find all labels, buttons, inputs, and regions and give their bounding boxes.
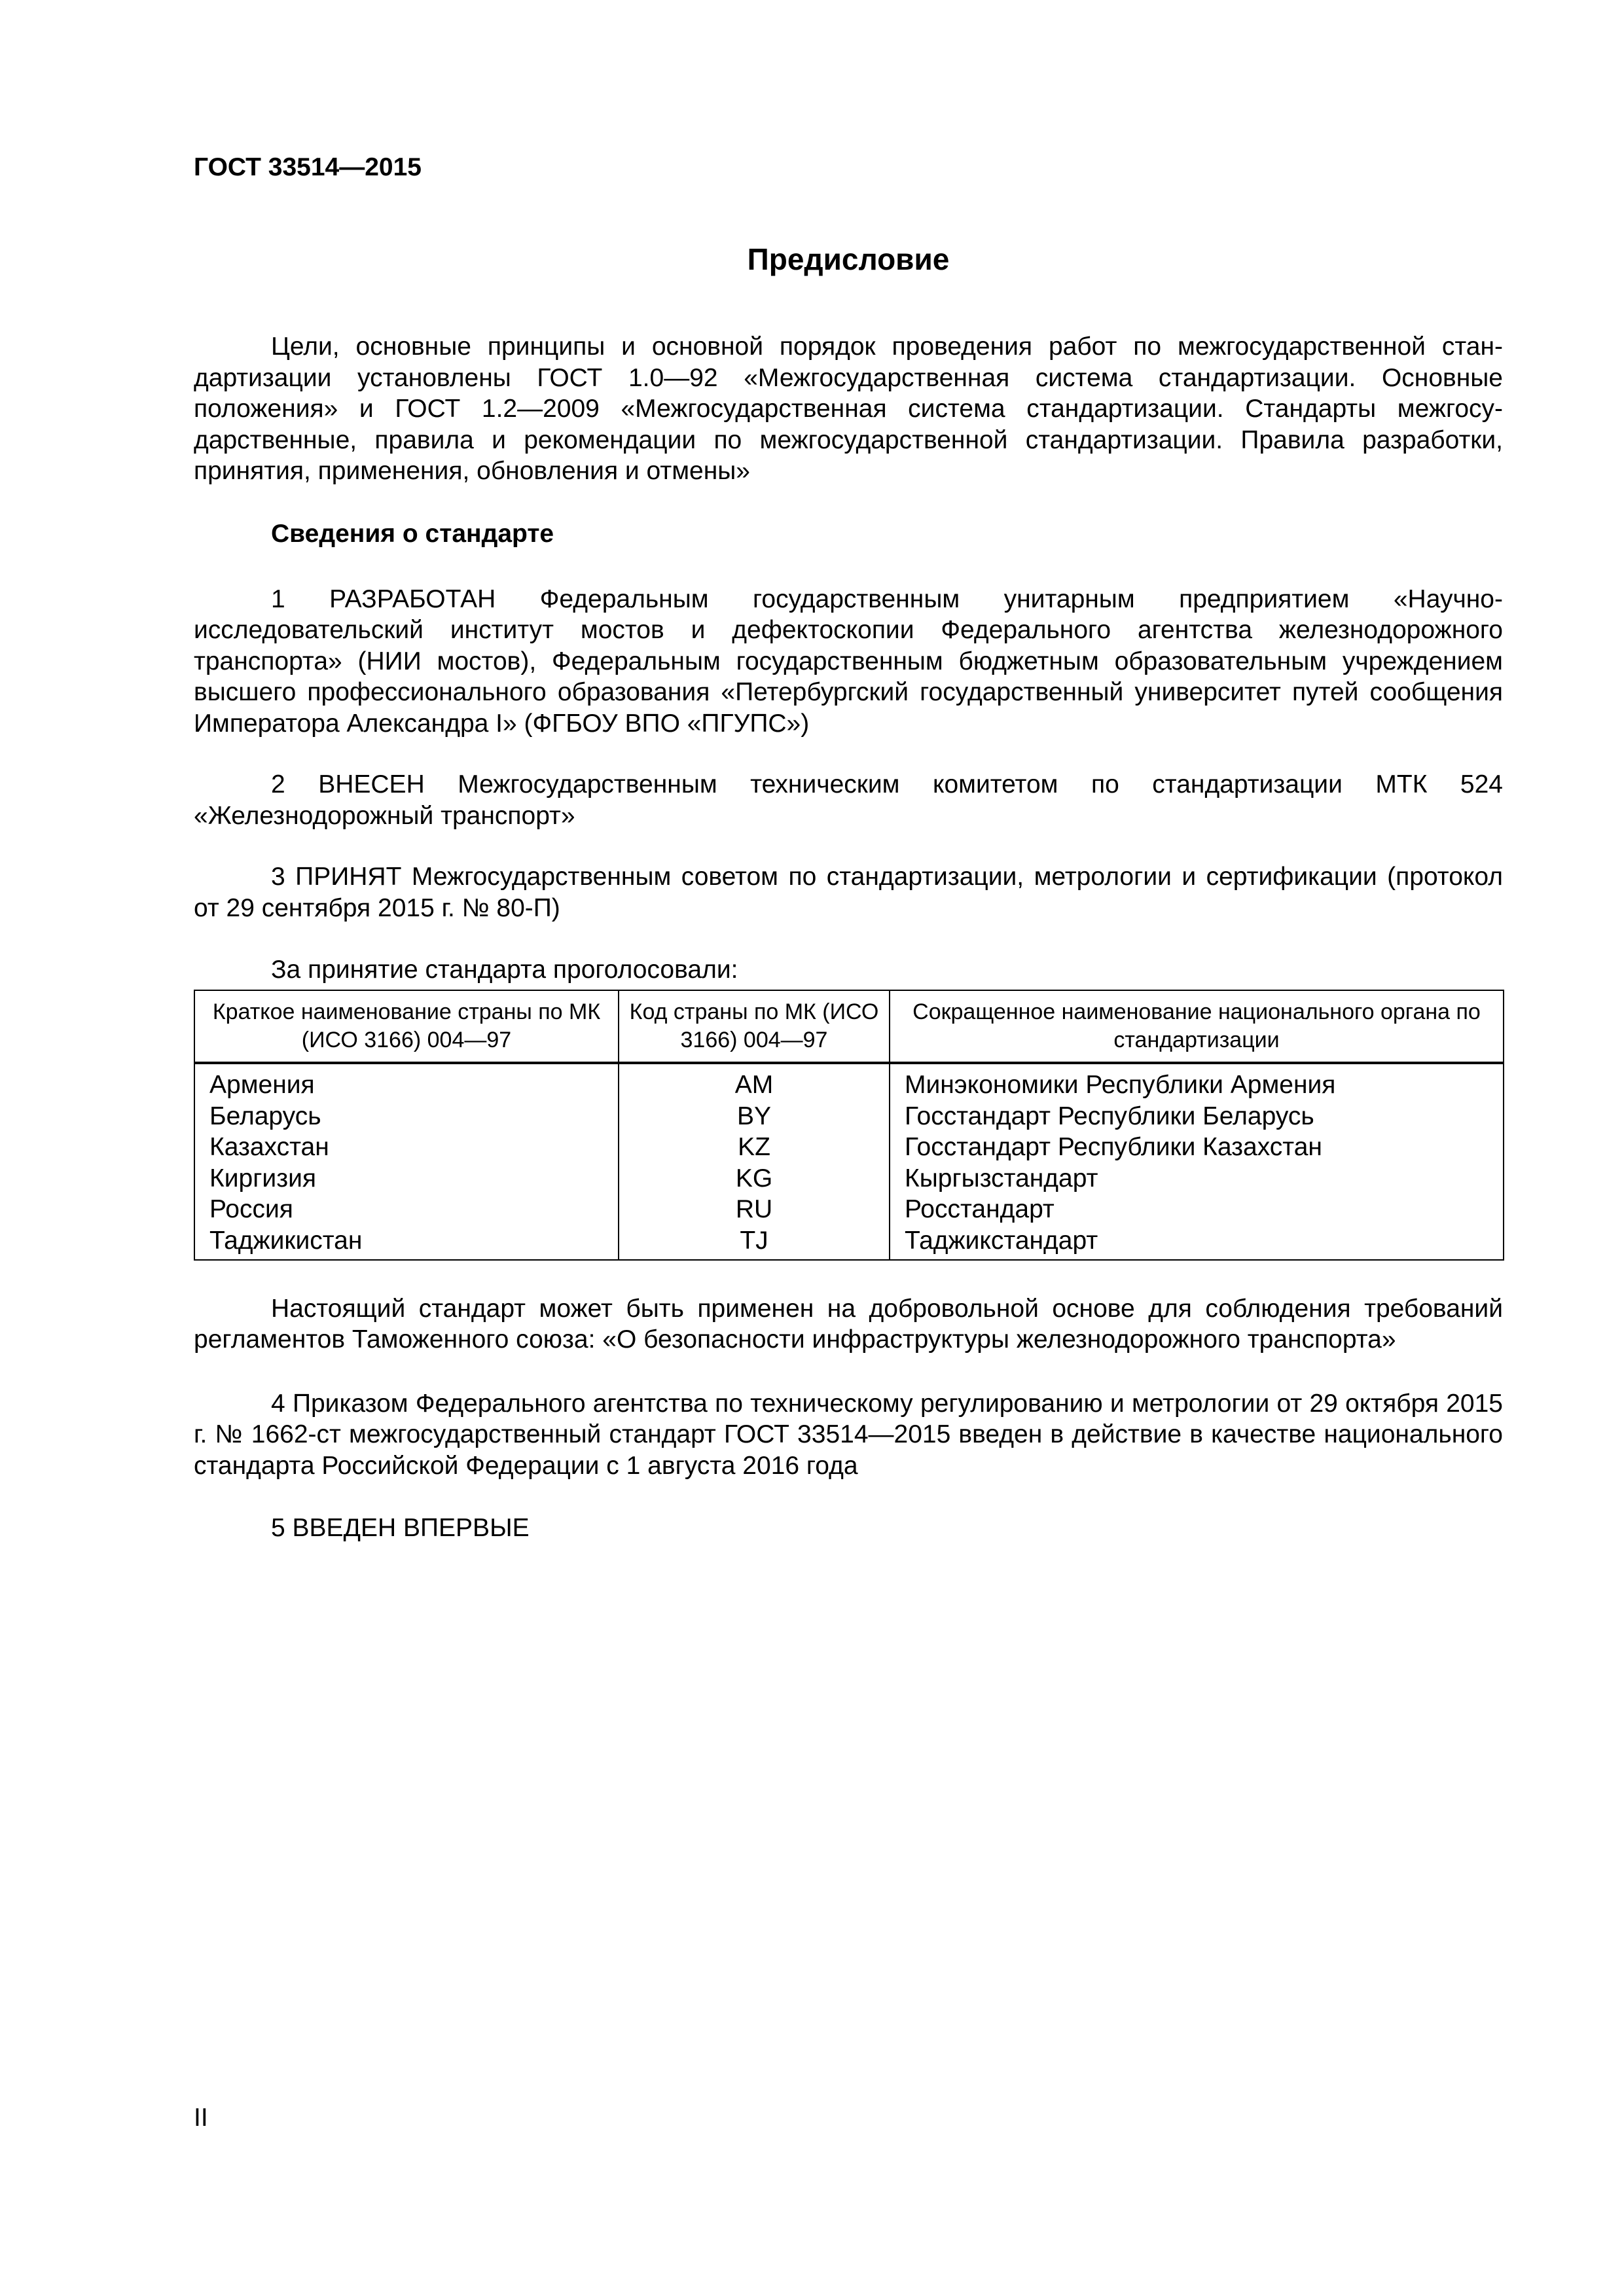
country-cell: Казахстан [194,1132,619,1163]
standards-body-cell: Госстандарт Республики Казахстан [890,1132,1504,1163]
item-3-adopted-by: 3 ПРИНЯТ Межгосударственным советом по стандартизации, метрологии и сертификации (протокол от 29 сентября 2015 г. № 80-П) [194,863,1503,922]
table-row [194,1225,1504,1260]
table-header-row [194,990,1504,1063]
voted-label: За принятие стандарта проголосовали: [271,956,738,984]
table-row [194,1101,1504,1132]
country-cell: Киргизия [194,1163,619,1194]
standard-info-heading: Сведения о стандарте [271,519,554,548]
country-cell: Армения [194,1063,619,1101]
country-cell: Беларусь [194,1101,619,1132]
country-code-cell: BY [619,1101,890,1132]
item-4-enactment-order: 4 Приказом Федерального агентства по техническому регулированию и метрологии от 29 октября 2015 г. № 1662-ст межгосударственный стандарт ГОСТ 33514—2015 введен в действие в качестве национального стандарта Российской Федерации с 1 августа 2016 года [194,1389,1503,1480]
item-5-first-introduced: 5 ВВЕДЕН ВПЕРВЫЕ [271,1514,530,1543]
standards-body-cell: Росстандарт [890,1194,1504,1225]
preface-title: Предисловие [747,242,950,276]
country-code-cell: KG [619,1163,890,1194]
standards-body-cell: Госстандарт Республики Беларусь [890,1101,1504,1132]
column-header-body: Сокращенное наименование национального органа по стандартизации [890,990,1504,1063]
table-row [194,1063,1504,1101]
table-row [194,1194,1504,1225]
table-row [194,1163,1504,1194]
item-1-developed-by: 1 РАЗРАБОТАН Федеральным государственным унитарным предприятием «Научно-исследовательский институт мостов и дефектоскопии Федерального агентства железнодорожного транспорта» (НИИ мостов), Федеральным государственным бюджетным образовательным учреждением высшего профессионального образования «Петербургский государственный университет путей сообщения Императора Александра I» (ФГБОУ ВПО «ПГУПС») [194,584,1503,738]
customs-union-note: Настоящий стандарт может быть применен на добровольной основе для соблюдения требований регламентов Таможенного союза: «О безопасности инфраструктуры железнодорожного транспорта» [194,1294,1503,1354]
voting-countries-table [194,990,1504,1261]
page-number: II [194,2104,208,2132]
standards-body-cell: Таджикстандарт [890,1225,1504,1260]
document-code: ГОСТ 33514—2015 [194,153,422,181]
country-code-cell: RU [619,1194,890,1225]
country-cell: Россия [194,1194,619,1225]
page-content [194,152,1503,1544]
country-cell: Таджикистан [194,1225,619,1260]
table-row [194,1132,1504,1163]
country-code-cell: TJ [619,1225,890,1260]
column-header-code: Код страны по МК (ИСО 3166) 004—97 [619,990,890,1063]
standards-body-cell: Кыргызстандарт [890,1163,1504,1194]
column-header-country: Краткое наименование страны по МК (ИСО 3166) 004—97 [194,990,619,1063]
preface-intro-paragraph: Цели, основные принципы и основной порядок проведения работ по межгосударственной стан-дартизации установлены ГОСТ 1.0—92 «Межгосударственная система стандартизации. Основные положения» и ГОСТ 1.2—2009 «Межгосударственная система стандартизации. Стандарты межгосу-дарственные, правила и рекомендации по межгосударственной стандартизации. Правила разработки, принятия, применения, обновления и отмены» [194,332,1503,485]
standards-body-cell: Минэкономики Республики Армения [890,1063,1504,1101]
country-code-cell: AM [619,1063,890,1101]
country-code-cell: KZ [619,1132,890,1163]
item-2-submitted-by: 2 ВНЕСЕН Межгосударственным техническим комитетом по стандартизации МТК 524 «Железнодорожный транспорт» [194,770,1503,830]
